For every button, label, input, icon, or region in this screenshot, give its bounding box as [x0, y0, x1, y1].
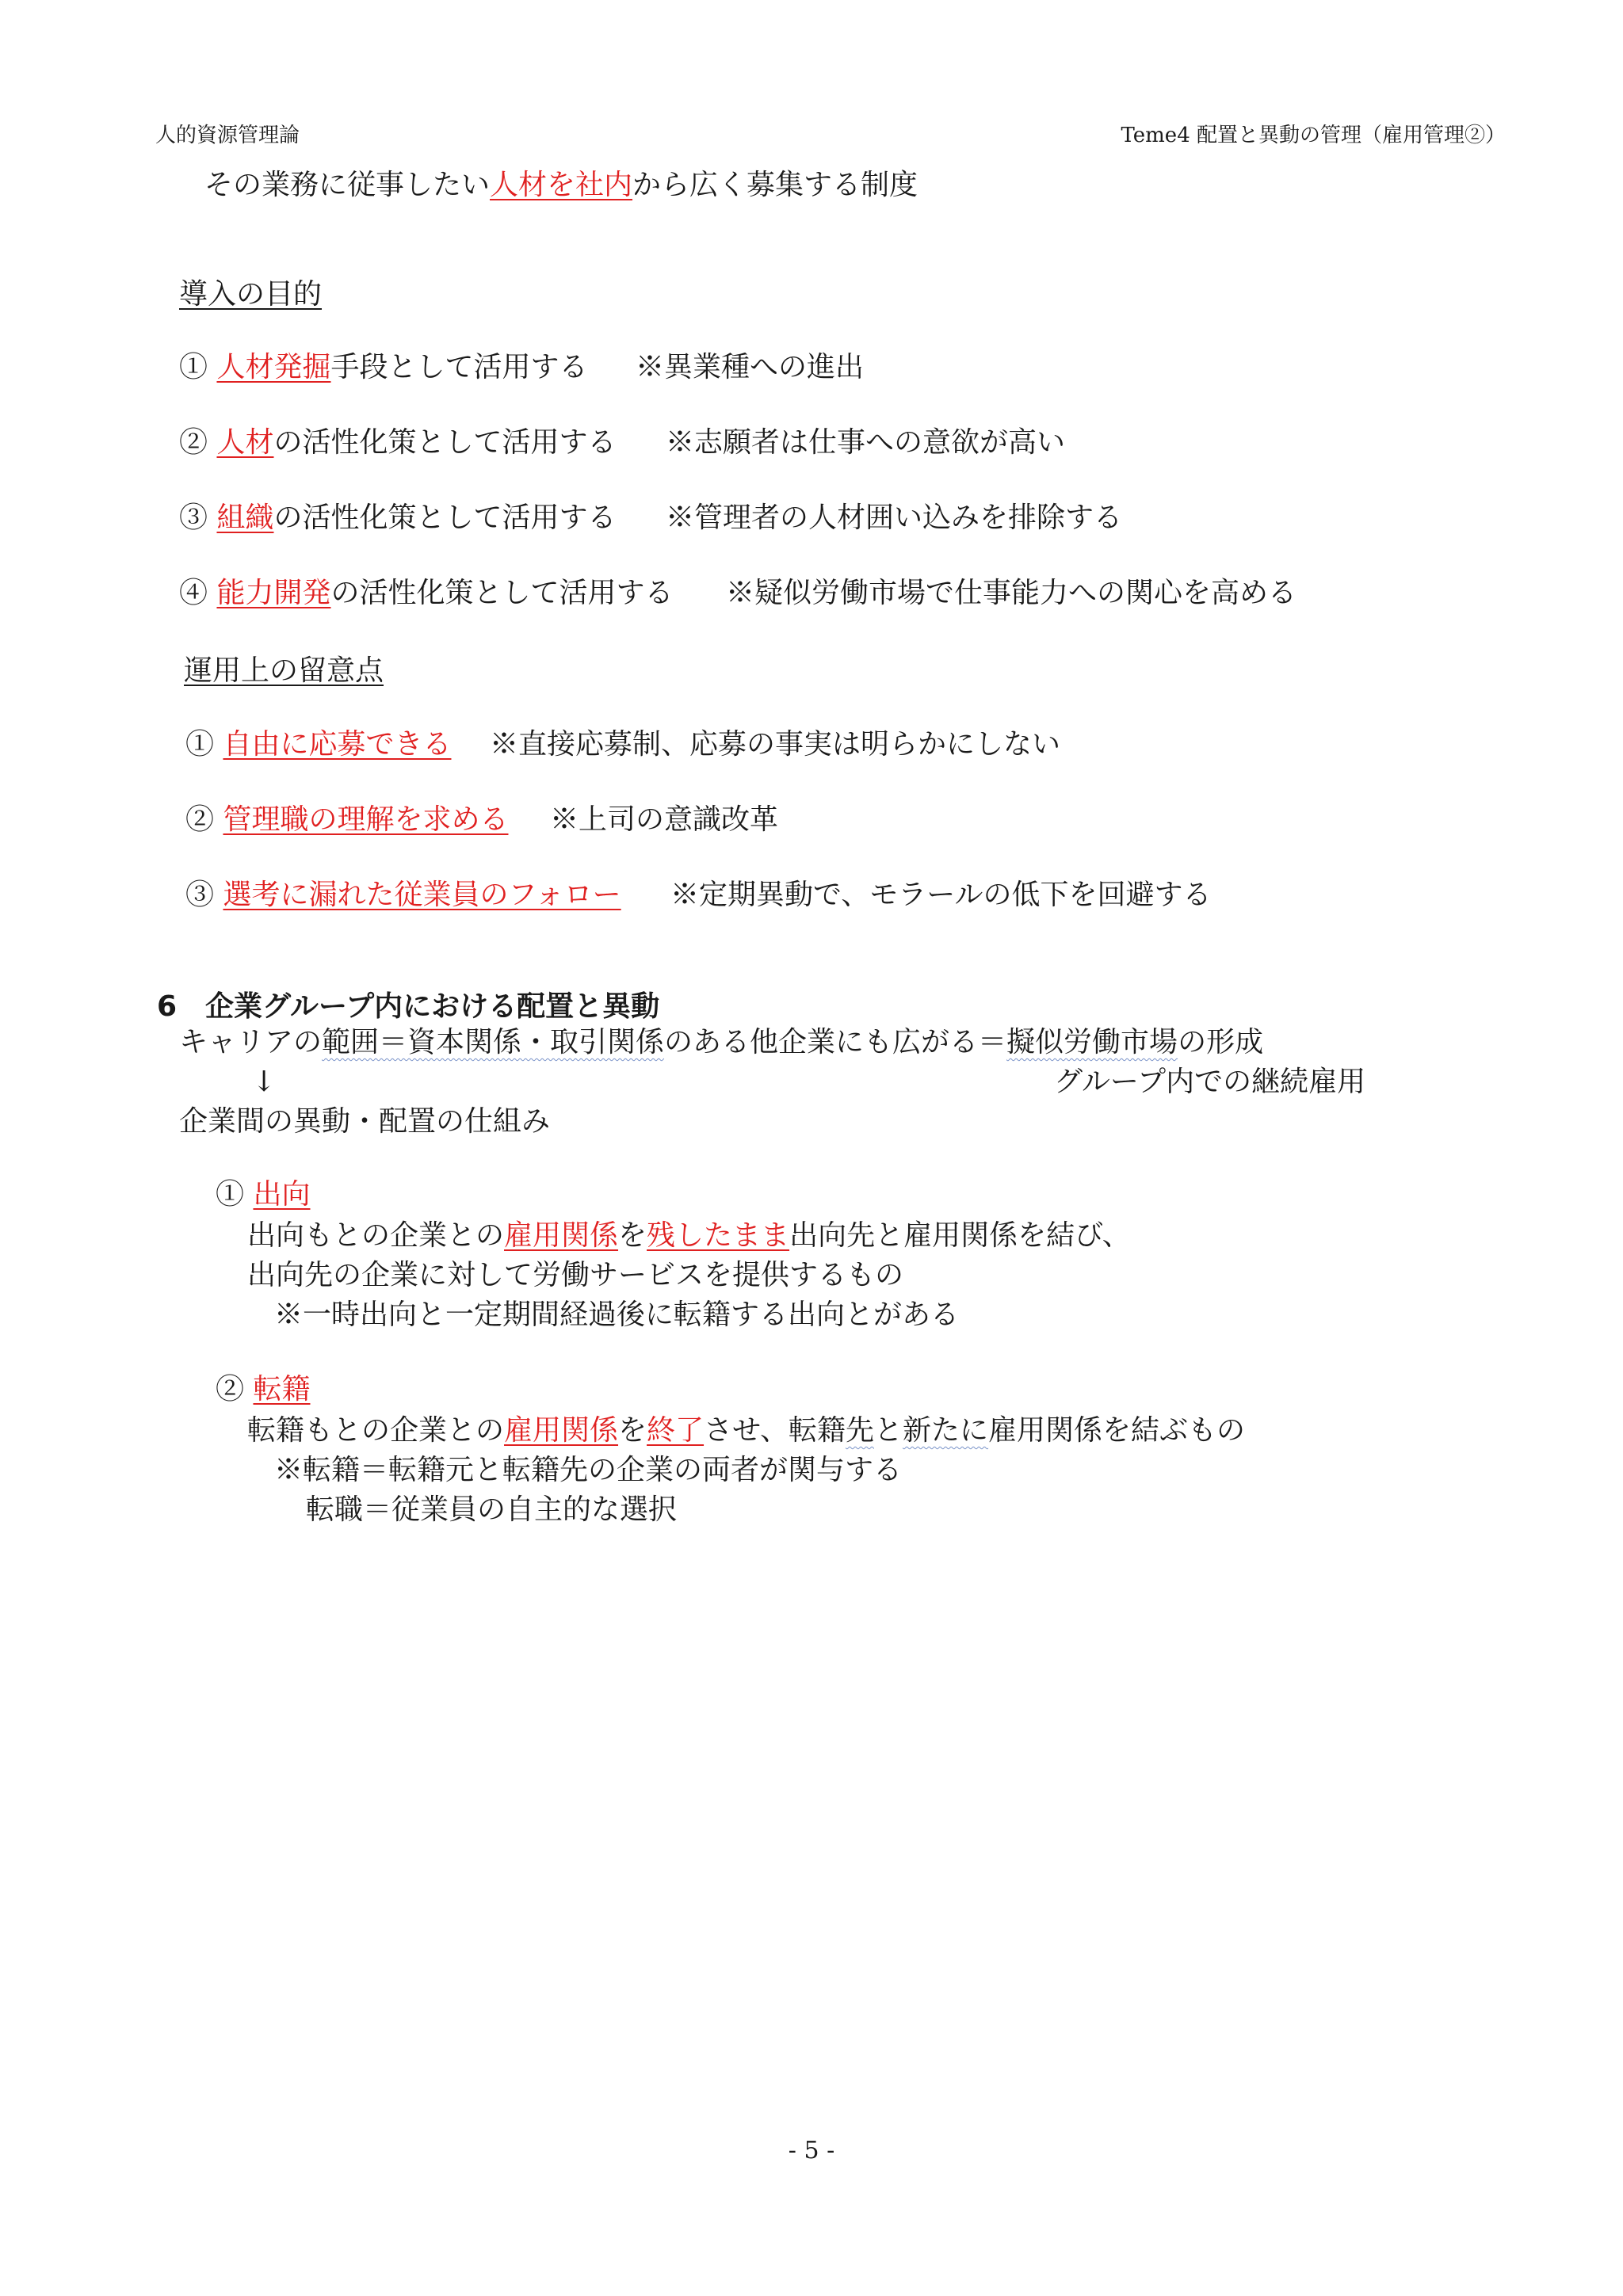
shukko-text-b: を: [618, 1219, 647, 1252]
career-text-b: 範囲＝資本関係・取引関係: [322, 1026, 665, 1058]
purpose-text-2: の活性化策として活用する: [273, 426, 617, 459]
operation-note-3: ※定期異動で、モラールの低下を回避する: [670, 879, 1212, 911]
purpose-item-1: [179, 350, 588, 385]
shukko-red-2: 残したまま: [647, 1219, 790, 1252]
item-number: ②: [179, 426, 208, 459]
purpose-note-3: ※管理者の人材囲い込みを排除する: [666, 502, 1123, 534]
item-number: ①: [179, 351, 208, 383]
item-number: ①: [185, 728, 215, 761]
purpose-note-1: ※異業種への進出: [636, 351, 865, 383]
career-text-e: の形成: [1178, 1026, 1264, 1058]
page-number: - 5 -: [788, 2137, 835, 2164]
shukko-red-1: 雇用関係: [504, 1219, 619, 1252]
tenseki-text-f: 新たに: [903, 1414, 989, 1447]
intro-red-text: 人材を社内: [490, 169, 633, 201]
intro-text-a: その業務に従事したい: [204, 169, 491, 201]
purpose-red-1: 人材発掘: [216, 351, 331, 383]
operation-note-1: ※直接応募制、応募の事実は明らかにしない: [490, 728, 1061, 761]
item-number: ③: [179, 502, 208, 534]
header-course-title: 人的資源管理論: [155, 124, 300, 147]
career-text-a: キャリアの: [179, 1026, 323, 1058]
tenseki-text-b: を: [618, 1414, 647, 1447]
down-arrow: ↓: [252, 1066, 277, 1098]
tenseki-line-2: ※転籍＝転籍元と転籍先の企業の両者が関与する: [274, 1454, 903, 1486]
tenseki-text-d: 先: [845, 1414, 874, 1447]
intro-line: [204, 168, 918, 203]
purpose-text-1: 手段として活用する: [330, 351, 588, 383]
header-chapter-title: Teme4 配置と異動の管理（雇用管理②）: [1121, 124, 1506, 147]
shukko-text-c: 出向先と雇用関係を結び、: [789, 1219, 1131, 1252]
tenseki-title: [216, 1372, 310, 1407]
shukko-line-3: ※一時出向と一定期間経過後に転籍する出向とがある: [274, 1299, 960, 1331]
purpose-title: 導入の目的: [179, 278, 323, 311]
operation-item-3: [185, 878, 621, 913]
operation-red-3: 選考に漏れた従業員のフォロー: [223, 879, 621, 911]
item-number: ①: [216, 1178, 245, 1211]
item-number: ④: [179, 577, 208, 609]
item-number: ②: [216, 1373, 245, 1405]
section-6-heading: 6 企業グループ内における配置と異動: [157, 990, 660, 1023]
purpose-note-4: ※疑似労働市場で仕事能力への関心を高める: [726, 577, 1297, 609]
purpose-item-3: [179, 501, 617, 536]
purpose-note-2: ※志願者は仕事への意欲が高い: [666, 426, 1066, 459]
tenseki-line-3: 転職＝従業員の自主的な選択: [306, 1493, 678, 1526]
shukko-title-text: 出向: [253, 1178, 311, 1211]
purpose-red-3: 組織: [216, 502, 274, 534]
shukko-text-a: 出向もとの企業との: [247, 1219, 505, 1252]
tenseki-text-e: と: [874, 1414, 903, 1447]
tenseki-line-1: [247, 1413, 1245, 1448]
purpose-item-4: [179, 576, 674, 611]
purpose-text-3: の活性化策として活用する: [273, 502, 617, 534]
mechanism-text: 企業間の異動・配置の仕組み: [179, 1105, 551, 1138]
intro-text-b: から広く募集する制度: [632, 169, 918, 201]
tenseki-title-text: 転籍: [253, 1373, 311, 1405]
tenseki-red-1: 雇用関係: [504, 1414, 619, 1447]
tenseki-text-g: 雇用関係を結ぶもの: [988, 1414, 1246, 1447]
shukko-title: [216, 1177, 310, 1212]
shukko-line-2: 出向先の企業に対して労働サービスを提供するもの: [247, 1259, 904, 1291]
tenseki-red-2: 終了: [647, 1414, 705, 1447]
tenseki-text-a: 転籍もとの企業との: [247, 1414, 505, 1447]
operation-item-2: [185, 803, 508, 837]
shukko-line-1: [247, 1219, 1131, 1253]
item-number: ②: [185, 803, 215, 836]
operation-title: 運用上の留意点: [184, 654, 384, 687]
career-line: [179, 1025, 1263, 1060]
career-text-d: 擬似労働市場: [1006, 1026, 1178, 1058]
item-number: ③: [185, 879, 215, 911]
tenseki-text-c: させ、転籍: [704, 1414, 846, 1447]
operation-red-2: 管理職の理解を求める: [223, 803, 509, 836]
purpose-item-2: [179, 425, 617, 460]
purpose-text-4: の活性化策として活用する: [330, 577, 674, 609]
group-employment-text: グループ内での継続雇用: [1054, 1066, 1366, 1098]
career-text-c: のある他企業にも広がる＝: [664, 1026, 1007, 1058]
purpose-red-4: 能力開発: [216, 577, 331, 609]
operation-item-1: [185, 727, 451, 762]
operation-red-1: 自由に応募できる: [223, 728, 452, 761]
operation-note-2: ※上司の意識改革: [550, 803, 779, 836]
purpose-red-2: 人材: [216, 426, 274, 459]
